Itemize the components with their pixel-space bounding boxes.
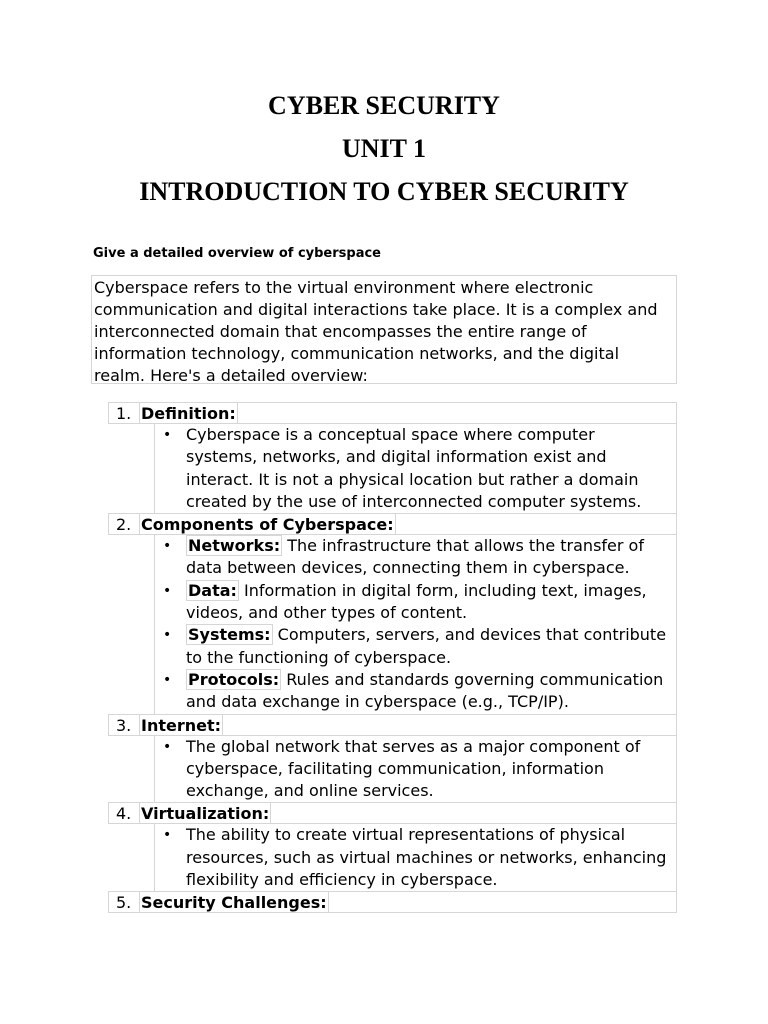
section-heading	[108, 402, 677, 424]
document-title	[0, 84, 768, 213]
bullet-item	[155, 824, 670, 891]
section-body	[154, 535, 677, 714]
bullet-text: The ability to create virtual representations of physical resources, such as virtual machines or networks, enhancing flexibility and efficiency in cyberspace.	[186, 825, 667, 890]
section-title: Virtualization:	[141, 804, 270, 824]
bullet-text: Rules and standards governing communication and data exchange in cyberspace (e.g., TCP/IP).	[186, 669, 664, 712]
title-line-3: INTRODUCTION TO CYBER SECURITY	[139, 177, 629, 206]
bullet-label: Systems:	[188, 625, 271, 645]
bullet-icon: •	[163, 538, 172, 555]
bullet-item	[155, 424, 670, 513]
section-number: 2.	[116, 515, 132, 535]
section-number: 5.	[116, 893, 132, 913]
section-title: Components of Cyberspace:	[141, 515, 394, 535]
section-number: 1.	[116, 404, 132, 423]
section-heading	[108, 714, 677, 736]
section-title: Definition:	[141, 404, 236, 423]
bullet-item	[155, 535, 670, 580]
title-line-2: UNIT 1	[341, 134, 427, 163]
bullet-item	[155, 736, 670, 803]
title-line-1: CYBER SECURITY	[268, 91, 500, 120]
section-body	[154, 824, 677, 892]
section-heading	[108, 513, 677, 535]
sections-list	[108, 403, 677, 913]
question-heading: Give a detailed overview of cyberspace	[93, 246, 381, 261]
bullet-icon: •	[163, 627, 172, 644]
bullet-item	[155, 580, 670, 625]
bullet-text: Cyberspace is a conceptual space where computer systems, networks, and digital information exist and interact. It is not a physical location but rather a domain created by the use of interconnected computer systems.	[186, 425, 642, 511]
bullet-icon: •	[163, 582, 172, 599]
bullet-label: Data:	[188, 580, 237, 600]
bullet-icon: •	[163, 427, 172, 443]
intro-paragraph: Cyberspace refers to the virtual environment where electronic communication and digital interactions take place. It is a complex and interconnected domain that encompasses the entire range of information technology, communication networks, and the digital realm. Here's a detailed overview:	[91, 275, 677, 384]
bullet-item	[155, 624, 670, 669]
bullet-icon: •	[163, 738, 172, 755]
bullet-icon: •	[163, 671, 172, 688]
section-heading	[108, 891, 677, 913]
section-number: 3.	[116, 715, 132, 735]
bullet-label: Networks:	[188, 536, 281, 556]
bullet-text: The global network that serves as a major component of cyberspace, facilitating communication, information exchange, and online services.	[186, 736, 641, 801]
section-number: 4.	[116, 804, 132, 824]
section-body	[154, 736, 677, 804]
section-body	[154, 424, 677, 514]
bullet-item	[155, 669, 670, 714]
bullet-label: Protocols:	[188, 669, 280, 689]
section-heading	[108, 802, 677, 824]
bullet-text: Information in digital form, including text, images, videos, and other types of content.	[186, 580, 647, 623]
bullet-text: Computers, servers, and devices that contribute to the functioning of cyberspace.	[186, 625, 667, 667]
section-title: Security Challenges:	[141, 893, 327, 913]
bullet-text: The infrastructure that allows the transfer of data between devices, connecting them in cyberspace.	[186, 536, 644, 578]
bullet-icon: •	[163, 827, 172, 844]
section-title: Internet:	[141, 715, 222, 735]
